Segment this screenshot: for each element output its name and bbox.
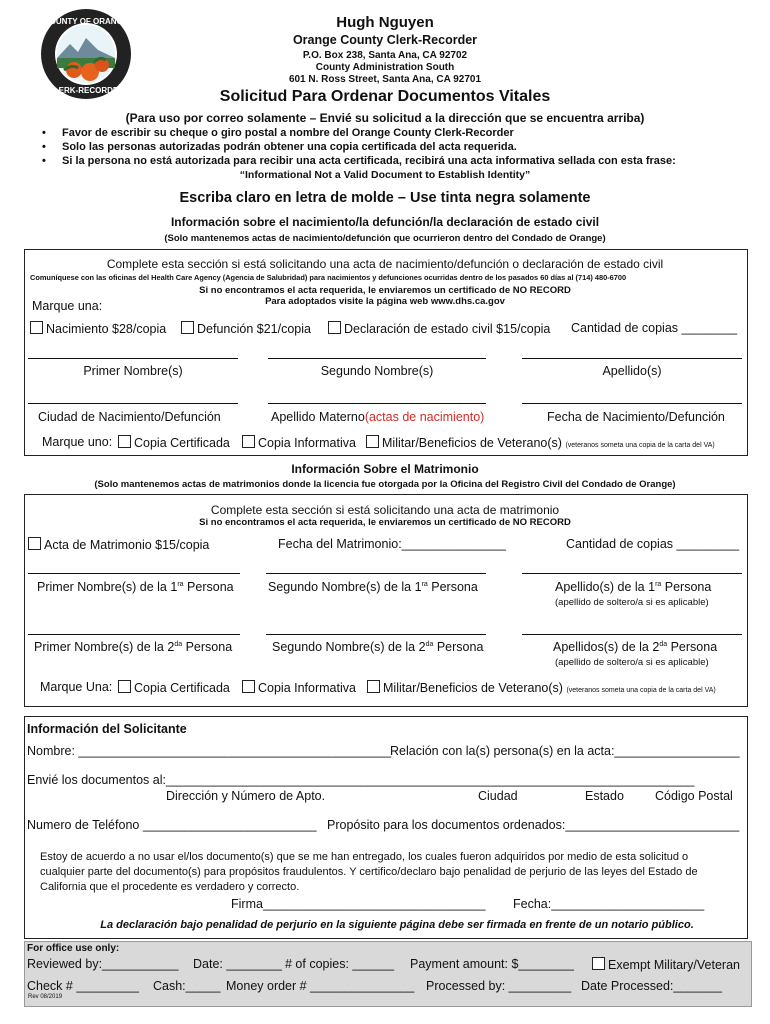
- money-order: Money order # _______________: [226, 979, 415, 993]
- date-label: Fecha de Nacimiento/Defunción: [547, 410, 725, 424]
- birth-heading: Información sobre el nacimiento/la defunción/la declaración de estado civil: [170, 215, 600, 229]
- birth-certificate-option[interactable]: Nacimiento $28/copia: [30, 321, 166, 336]
- marriage-informative-option[interactable]: Copia Informativa: [242, 680, 356, 695]
- first-name-1-line[interactable]: [28, 573, 240, 574]
- middle-name-2-line[interactable]: [266, 634, 486, 635]
- bullet-check: • Favor de escribir su cheque o giro postal a nombre del Orange County Clerk-Recorder: [62, 127, 514, 139]
- maiden-note-2: (apellido de soltero/a si es aplicable): [555, 657, 709, 668]
- checkbox[interactable]: [30, 321, 43, 334]
- exempt-military: Exempt Military/Veteran: [592, 957, 740, 972]
- office-use-box: [24, 941, 752, 1007]
- send-to-field[interactable]: Envié los documentos al:____________________________________________________________________________: [27, 773, 695, 787]
- relation-field[interactable]: Relación con la(s) persona(s) en la acta:__________________: [390, 744, 740, 758]
- date-line[interactable]: [522, 403, 742, 404]
- svg-text:COUNTY OF ORANGE: COUNTY OF ORANGE: [43, 17, 129, 26]
- reviewed-by: Reviewed by:___________: [27, 957, 179, 971]
- header-address-1: P.O. Box 238, Santa Ana, CA 92702: [302, 50, 468, 61]
- cash: Cash:_____: [153, 979, 221, 993]
- mark-one-label: Marque una:: [32, 299, 103, 313]
- marriage-military-option[interactable]: Militar/Beneficios de Veterano(s) (veteranos someta una copia de la carta del VA): [367, 680, 716, 695]
- marriage-certificate-option[interactable]: Acta de Matrimonio $15/copia: [28, 537, 209, 552]
- checkbox[interactable]: [28, 537, 41, 550]
- certified-copy-option[interactable]: Copia Certificada: [118, 435, 230, 450]
- middle-name-1-line[interactable]: [266, 573, 486, 574]
- birth-complete-note: Complete esta sección si está solicitando una acta de nacimiento/defunción o declaración de estado civil: [106, 257, 664, 271]
- applicant-name-field[interactable]: Nombre: _____________________________________________: [27, 744, 392, 758]
- maiden-name-label: Apellido Materno(actas de nacimiento): [271, 410, 485, 424]
- checkbox[interactable]: [118, 680, 131, 693]
- bullet-authorized: • Solo las personas autorizadas podrán obtener una copia certificada del acta requerida.: [62, 141, 517, 153]
- informational-phrase: “Informational Not a Valid Document to Establish Identity”: [239, 169, 531, 181]
- checkbox: [592, 957, 605, 970]
- mail-note: (Para uso por correo solamente – Envié su solicitud a la dirección que se encuentra arriba): [125, 111, 645, 125]
- marriage-subheading: (Solo mantenemos actas de matrimonios donde la licencia fue otorgada por la Oficina del Registro Civil del Condado de Orange): [94, 479, 676, 490]
- marriage-copies-field[interactable]: Cantidad de copias _________: [566, 537, 740, 551]
- military-option[interactable]: Militar/Beneficios de Veterano(s) (veteranos someta una copia de la carta del VA): [366, 435, 715, 450]
- print-instruction: Escriba claro en letra de molde – Use tinta negra solamente: [179, 190, 591, 206]
- marriage-complete-note: Complete esta sección si está solicitando una acta de matrimonio: [210, 503, 560, 517]
- marriage-date-field[interactable]: Fecha del Matrimonio:_______________: [278, 537, 506, 551]
- middle-name-line[interactable]: [268, 358, 486, 359]
- checkbox[interactable]: [366, 435, 379, 448]
- header-office: Orange County Clerk-Recorder: [292, 33, 478, 47]
- maiden-note-1: (apellido de soltero/a si es aplicable): [555, 597, 709, 608]
- first-name-2-label: Primer Nombre(s) de la $2^{da}$ Persona: [34, 640, 233, 654]
- city-label-applicant: Ciudad: [478, 789, 518, 803]
- signature-field[interactable]: Firma________________________________: [231, 897, 486, 911]
- last-name-2-line[interactable]: [522, 634, 742, 635]
- copies-count: # of copies: ______: [285, 957, 395, 971]
- checkbox[interactable]: [367, 680, 380, 693]
- header-address-3: 601 N. Ross Street, Santa Ana, CA 92701: [288, 74, 482, 85]
- phone-field[interactable]: Numero de Teléfono _________________________: [27, 818, 317, 832]
- city-line[interactable]: [28, 403, 238, 404]
- zip-label: Código Postal: [655, 789, 733, 803]
- birth-subheading: (Solo mantenemos actas de nacimiento/defunción que ocurrieron dentro del Condado de Orange): [164, 233, 606, 244]
- death-certificate-option[interactable]: Defunción $21/copia: [181, 321, 311, 336]
- revision-date: Rev 08/2019: [28, 994, 63, 1000]
- middle-name-2-label: Segundo Nombre(s) de la $2^{da}$ Persona: [272, 640, 484, 654]
- form-title: Solicitud Para Ordenar Documentos Vitales: [219, 88, 551, 105]
- address-label: Dirección y Número de Apto.: [166, 789, 326, 803]
- mark-one-copy-type: Marque uno:: [42, 435, 113, 449]
- marriage-heading: Información Sobre el Matrimonio: [291, 462, 479, 476]
- payment-amount: Payment amount: $________: [410, 957, 575, 971]
- checkbox[interactable]: [242, 680, 255, 693]
- marriage-certified-option[interactable]: Copia Certificada: [118, 680, 230, 695]
- last-name-label: Apellido(s): [602, 364, 662, 378]
- first-name-2-line[interactable]: [28, 634, 240, 635]
- adopted-note: Para adoptados visite la página web www.dhs.ca.gov: [265, 296, 505, 307]
- birth-copies-field[interactable]: Cantidad de copias ________: [571, 321, 738, 335]
- first-name-line[interactable]: [28, 358, 238, 359]
- processed-by: Processed by: _________: [426, 979, 572, 993]
- last-name-1-line[interactable]: [522, 573, 742, 574]
- review-date: Date: ________: [193, 957, 282, 971]
- applicant-heading: Información del Solicitante: [27, 722, 187, 736]
- maiden-name-line[interactable]: [268, 403, 486, 404]
- bullet-informational: • Si la persona no está autorizada para recibir una acta certificada, recibirá una acta informativa sellada con esta frase:: [62, 155, 676, 167]
- middle-name-1-label: Segundo Nombre(s) de la $1^{ra}$ Persona: [268, 580, 478, 594]
- checkbox[interactable]: [242, 435, 255, 448]
- signature-date-field[interactable]: Fecha:______________________: [513, 897, 705, 911]
- check-number: Check # _________: [27, 979, 139, 993]
- checkbox[interactable]: [181, 321, 194, 334]
- marriage-mark-one: Marque Una:: [40, 680, 113, 694]
- header-name: Hugh Nguyen: [336, 14, 434, 31]
- birth-no-record-note: Si no encontramos el acta requerida, le enviaremos un certificado de NO RECORD: [199, 285, 571, 296]
- city-label: Ciudad de Nacimiento/Defunción: [38, 410, 221, 424]
- last-name-1-label: Apellido(s) de la $1^{ra}$ Persona: [555, 580, 712, 594]
- middle-name-label: Segundo Nombre(s): [320, 364, 434, 378]
- first-name-1-label: Primer Nombre(s) de la $1^{ra}$ Persona: [37, 580, 234, 594]
- marriage-no-record-note: Si no encontramos el acta requerida, le enviaremos un certificado de NO RECORD: [199, 517, 571, 528]
- notary-note: La declaración bajo penalidad de perjurio en la siguiente página debe ser firmada en frente de un notario público.: [100, 919, 694, 931]
- last-name-2-label: Apellidos(s) de la $2^{da}$ Persona: [553, 640, 718, 654]
- header-address-2: County Administration South: [315, 62, 455, 73]
- svg-text:CLERK-RECORDER: CLERK-RECORDER: [48, 86, 124, 95]
- state-label: Estado: [585, 789, 624, 803]
- office-use-heading: For office use only:: [27, 943, 120, 954]
- informative-copy-option[interactable]: Copia Informativa: [242, 435, 356, 450]
- first-name-label: Primer Nombre(s): [83, 364, 183, 378]
- health-agency-note: Comuníquese con las oficinas del Health Care Agency (Agencia de Salubridad) para nacimientos y defunciones ocurridas dentro de los pasados 60 días al (714) 480-6700: [30, 273, 627, 282]
- domestic-partnership-option[interactable]: Declaración de estado civil $15/copia: [328, 321, 550, 336]
- last-name-line[interactable]: [522, 358, 742, 359]
- date-processed: Date Processed:_______: [581, 979, 723, 993]
- checkbox[interactable]: [328, 321, 341, 334]
- perjury-statement: Estoy de acuerdo a no usar el/los documento(s) que se me han entregado, los cuales fueron adquiridos por medio de esta solicitud o cualquier parte del documento(s) para propósitos fraudulentos. Y certifico/declaro bajo penalidad de perjurio de las leyes del Estado de California que el procedente es verdadero y correcto.: [40, 851, 698, 893]
- purpose-field[interactable]: Propósito para los documentos ordenados:_________________________: [327, 818, 740, 832]
- checkbox[interactable]: [118, 435, 131, 448]
